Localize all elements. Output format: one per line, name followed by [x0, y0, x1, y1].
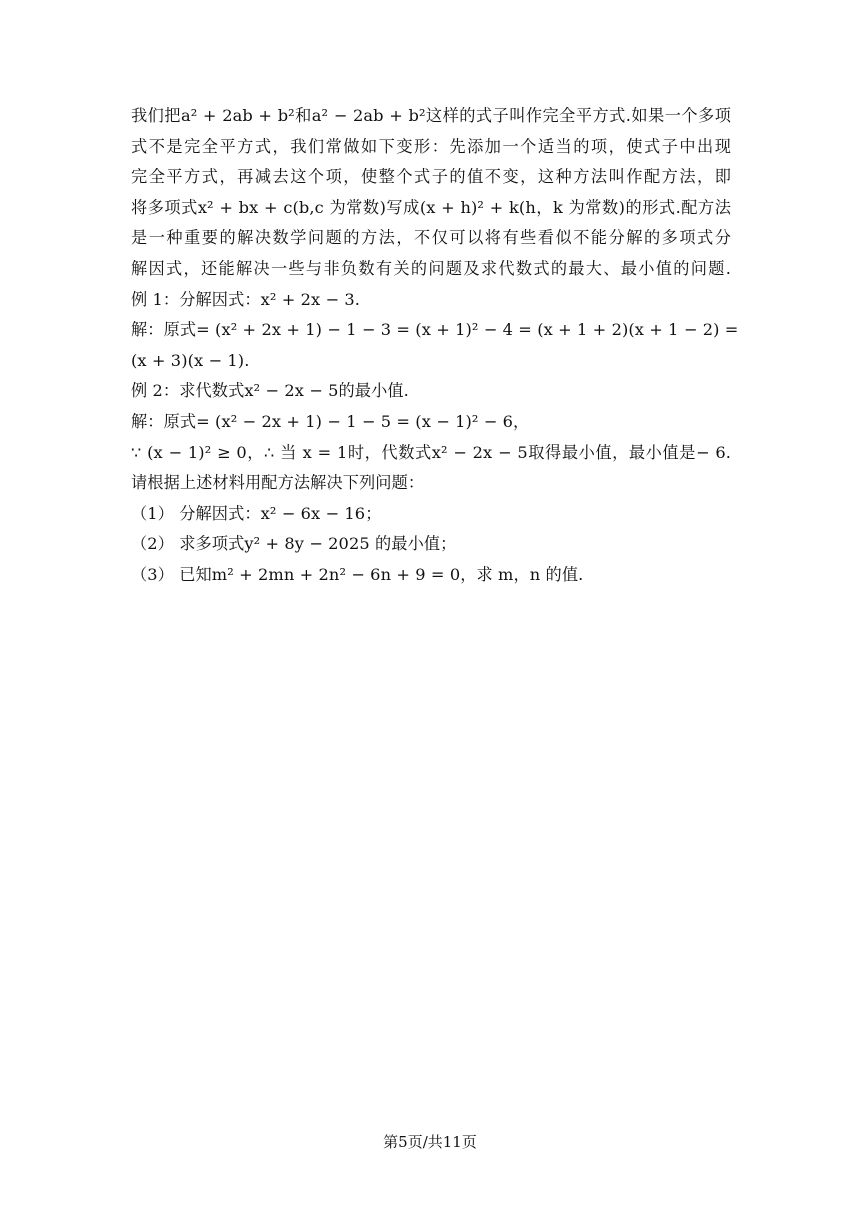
document-body: [131, 101, 739, 591]
paragraph-line: 是一种重要的解决数学问题的方法，不仅可以将有些看似不能分解的多项式分: [131, 228, 731, 248]
question-2: （2） 求多项式y² + 8y − 2025 的最小值；: [131, 534, 457, 554]
example-2-title: 例 2：求代数式x² − 2x − 5的最小值.: [131, 381, 409, 401]
example-1-solution-cont: (x + 3)(x − 1).: [131, 350, 250, 370]
example-2-conclusion: ∵ (x − 1)² ≥ 0，∴ 当 x = 1时，代数式x² − 2x − 5取得最小值，最小值是− 6.: [131, 442, 731, 462]
example-1-solution: 解：原式= (x² + 2x + 1) − 1 − 3 = (x + 1)² − 4 = (x + 1 + 2)(x + 1 − 2) =: [131, 320, 739, 340]
paragraph-line: 我们把a² + 2ab + b²和a² − 2ab + b²这样的式子叫作完全平方式.如果一个多项: [131, 106, 731, 125]
paragraph-line: 将多项式x² + bx + c(b,c 为常数)写成(x + h)² + k(h，k 为常数)的形式.配方法: [131, 197, 731, 217]
paragraph-line: 式不是完全平方式，我们常做如下变形：先添加一个适当的项，使式子中出现: [131, 136, 731, 156]
paragraph-line: 完全平方式，再减去这个项，使整个式子的值不变，这种方法叫作配方法，即: [131, 167, 731, 187]
page-footer: 第5页/共11页: [383, 1133, 477, 1151]
example-1-title: 例 1：分解因式：x² + 2x − 3.: [131, 289, 361, 309]
paragraph-line: 解因式，还能解决一些与非负数有关的问题及求代数式的最大、最小值的问题.: [131, 258, 731, 278]
example-2-solution: 解：原式= (x² − 2x + 1) − 1 − 5 = (x − 1)² − 6，: [131, 411, 530, 431]
instructions: 请根据上述材料用配方法解决下列问题：: [131, 473, 425, 493]
question-3: （3） 已知m² + 2mn + 2n² − 6n + 9 = 0，求 m，n 的值.: [131, 564, 584, 584]
question-1: （1） 分解因式：x² − 6x − 16；: [131, 503, 382, 523]
